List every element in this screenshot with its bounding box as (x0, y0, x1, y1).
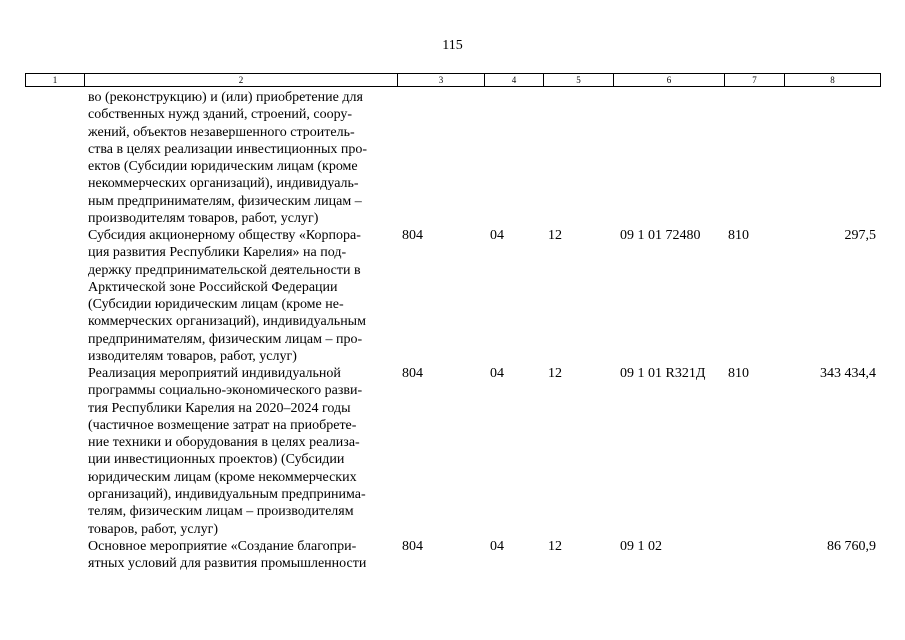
description-line: предпринимателям, физическим лицам – про- (88, 331, 363, 347)
description-line: организаций), индивидуальным предпринима- (88, 487, 366, 503)
cell-ministry-code: 804 (402, 228, 423, 243)
column-header-1: 1 (25, 74, 84, 86)
cell-target-article: 09 1 01 R321Д (620, 366, 706, 381)
description-line: собственных нужд зданий, строений, соору- (88, 107, 353, 123)
cell-ministry-code: 804 (402, 539, 423, 554)
cell-subsection-code: 12 (548, 366, 562, 381)
row-description (88, 538, 393, 573)
column-header-4: 4 (484, 74, 543, 86)
cell-section-code: 04 (490, 228, 504, 243)
description-line: жений, объектов незавершенного строитель- (88, 124, 355, 140)
description-line: изводителям товаров, работ, услуг) (88, 349, 297, 365)
description-line: Субсидия акционерному обществу «Корпора- (88, 228, 361, 243)
row-description (88, 365, 393, 538)
cell-section-code: 04 (490, 366, 504, 381)
row-description (88, 89, 393, 227)
description-line: ции инвестиционных проектов) (Субсидии (88, 452, 345, 468)
description-line: (Субсидии юридическим лицам (кроме не- (88, 297, 344, 313)
description-line: ства в целях реализации инвестиционных про- (88, 141, 368, 157)
description-line: Реализация мероприятий индивидуальной (88, 366, 341, 381)
cell-amount: 86 760,9 (827, 539, 876, 554)
column-header-2: 2 (84, 74, 397, 86)
description-line: телям, физическим лицам – производителям (88, 504, 354, 520)
description-line: держку предпринимательской деятельности в (88, 262, 361, 278)
description-line: Арктической зоне Российской Федерации (88, 279, 338, 295)
description-line: (частичное возмещение затрат на приобрете- (88, 417, 357, 433)
column-header-6: 6 (613, 74, 724, 86)
cell-target-article: 09 1 02 (620, 539, 662, 554)
column-header-7: 7 (724, 74, 784, 86)
description-line: ция развития Республики Карелия» на под- (88, 245, 347, 261)
description-line: некоммерческих организаций), индивидуаль- (88, 176, 359, 192)
column-header-8: 8 (784, 74, 881, 86)
cell-ministry-code: 804 (402, 366, 423, 381)
column-header-5: 5 (543, 74, 613, 86)
description-line: товаров, работ, услуг) (88, 521, 219, 537)
description-line: программы социально-экономического разви- (88, 383, 363, 399)
description-line: ным предпринимателям, физическим лицам – (88, 193, 362, 209)
cell-subsection-code: 12 (548, 539, 562, 554)
description-line: во (реконструкцию) и (или) приобретение для (88, 90, 363, 105)
description-line: коммерческих организаций), индивидуальным (88, 314, 366, 330)
cell-amount: 297,5 (844, 228, 876, 243)
cell-expense-type: 810 (728, 366, 749, 381)
cell-amount: 343 434,4 (820, 366, 876, 381)
row-description (88, 227, 393, 365)
cell-subsection-code: 12 (548, 228, 562, 243)
description-line: ектов (Субсидии юридическим лицам (кроме (88, 159, 358, 175)
cell-section-code: 04 (490, 539, 504, 554)
description-line: Основное мероприятие «Создание благопри- (88, 539, 357, 554)
page-number: 115 (442, 38, 463, 53)
description-line: ние техники и оборудования в целях реализа- (88, 435, 360, 451)
cell-target-article: 09 1 01 72480 (620, 228, 701, 243)
description-line: тия Республики Карелия на 2020–2024 годы (88, 400, 351, 416)
column-header-3: 3 (397, 74, 484, 86)
description-line: юридическим лицам (кроме некоммерческих (88, 469, 357, 485)
description-line: производителям товаров, работ, услуг) (88, 211, 319, 227)
cell-expense-type: 810 (728, 228, 749, 243)
description-line: ятных условий для развития промышленности (88, 556, 367, 572)
table-column-header-row (25, 73, 881, 87)
